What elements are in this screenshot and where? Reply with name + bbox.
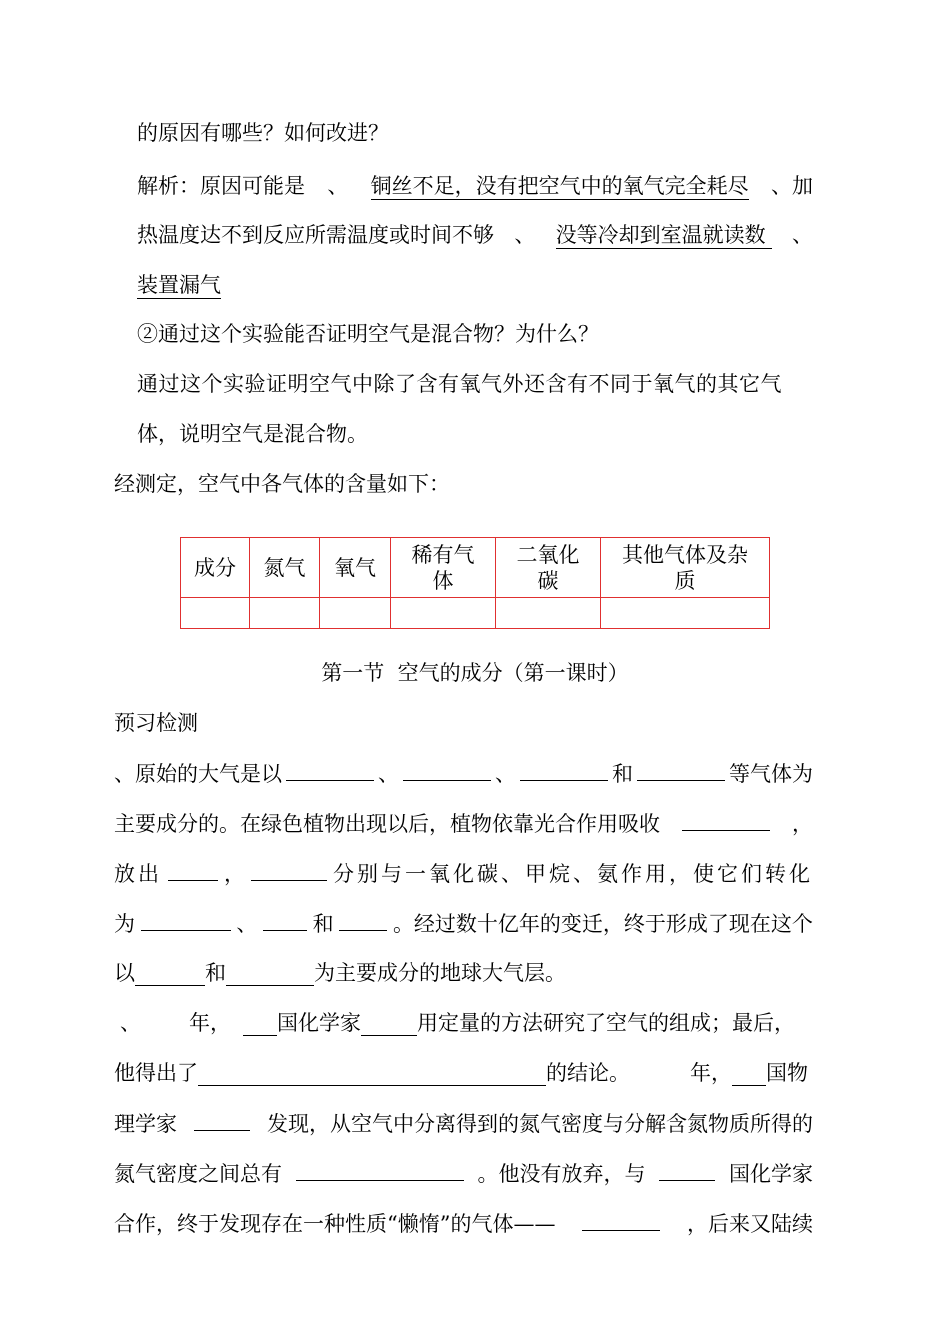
fill-blank xyxy=(226,963,314,986)
q2-line-1: 、 年， 国化学家 用定量的方法研究了空气的组成；最后， xyxy=(120,1011,795,1035)
question-line: ②通过这个实验能否证明空气是混合物？为什么？ xyxy=(137,322,599,346)
answer-underline: 没等冷却到室温就读数 xyxy=(556,222,772,249)
fill-blank xyxy=(243,1013,277,1036)
q1-line-5: 以 和 为主要成分的地球大气层。 xyxy=(114,961,566,985)
table-header-cell: 成分 xyxy=(181,538,250,598)
fill-blank xyxy=(168,858,218,881)
answer-line-2: 热温度达不到反应所需温度或时间不够 、 没等冷却到室温就读数 、 xyxy=(137,223,813,247)
fill-blank xyxy=(296,1158,464,1181)
fill-blank xyxy=(659,1158,715,1181)
table-header-cell: 氮气 xyxy=(250,538,320,598)
table-cell xyxy=(391,598,496,629)
fill-blank xyxy=(682,808,770,831)
answer-line-1: 解析：原因可能是 、 铜丝不足，没有把空气中的氧气完全耗尽 、加 xyxy=(137,174,813,198)
fill-blank xyxy=(251,858,327,881)
table-cell xyxy=(601,598,770,629)
answer-paragraph: 通过这个实验证明空气中除了含有氧气外还含有不同于氧气的其它气 xyxy=(137,372,782,396)
table-header-cell: 二氧化 碳 xyxy=(496,538,601,598)
q1-line-3: 放出 ， 分别与一氧化碳、甲烷、氨作用，使它们转化 xyxy=(114,858,813,888)
fill-blank xyxy=(198,1063,546,1086)
section-title: 第一节 空气的成分（第一课时） xyxy=(321,661,629,685)
fill-blank xyxy=(582,1208,660,1231)
q1-line-1: 、原始的大气是以 、 、 和 等气体为 xyxy=(114,758,813,788)
fill-blank xyxy=(361,1013,417,1036)
fill-blank xyxy=(637,758,725,781)
text-line: 的原因有哪些？如何改进？ xyxy=(137,121,389,145)
answer-paragraph-end: 体，说明空气是混合物。 xyxy=(137,422,368,446)
fill-blank xyxy=(403,758,491,781)
fill-blank xyxy=(141,908,231,931)
table-cell xyxy=(320,598,391,629)
table-header-cell: 氧气 xyxy=(320,538,391,598)
fill-blank xyxy=(286,758,374,781)
fill-blank xyxy=(135,963,205,986)
table-row xyxy=(181,598,770,629)
gas-composition-table xyxy=(180,537,770,629)
fill-blank xyxy=(520,758,608,781)
table-cell xyxy=(250,598,320,629)
answer-underline: 铜丝不足，没有把空气中的氧气完全耗尽 xyxy=(370,174,749,198)
q2-line-3: 理学家 发现，从空气中分离得到的氮气密度与分解含氮物质所得的 xyxy=(114,1108,813,1138)
q1-line-4: 为 、 和 。经过数十亿年的变迁，终于形成了现在这个 xyxy=(114,908,813,938)
answer-underline: 装置漏气 xyxy=(137,273,221,297)
fill-blank xyxy=(732,1063,766,1086)
fill-blank xyxy=(194,1108,250,1131)
q2-line-2: 他得出了 的结论。 年， 国物 xyxy=(114,1061,808,1085)
table-cell xyxy=(496,598,601,629)
table-header-cell: 其他气体及杂 质 xyxy=(601,538,770,598)
q1-line-2: 主要成分的。在绿色植物出现以后，植物依靠光合作用吸收 ， xyxy=(114,808,813,838)
table-intro: 经测定，空气中各气体的含量如下： xyxy=(114,472,450,496)
preview-heading: 预习检测 xyxy=(114,711,198,735)
q2-line-4: 氮气密度之间总有 。他没有放弃，与 国化学家 xyxy=(114,1158,813,1188)
q2-line-5: 合作，终于发现存在一种性质“懒惰”的气体—— ，后来又陆续 xyxy=(114,1208,813,1238)
answer-line-3 xyxy=(137,270,221,300)
table-header-row xyxy=(181,538,770,598)
table-cell xyxy=(181,598,250,629)
table-header-cell: 稀有气 体 xyxy=(391,538,496,598)
fill-blank xyxy=(339,908,387,931)
fill-blank xyxy=(263,908,307,931)
